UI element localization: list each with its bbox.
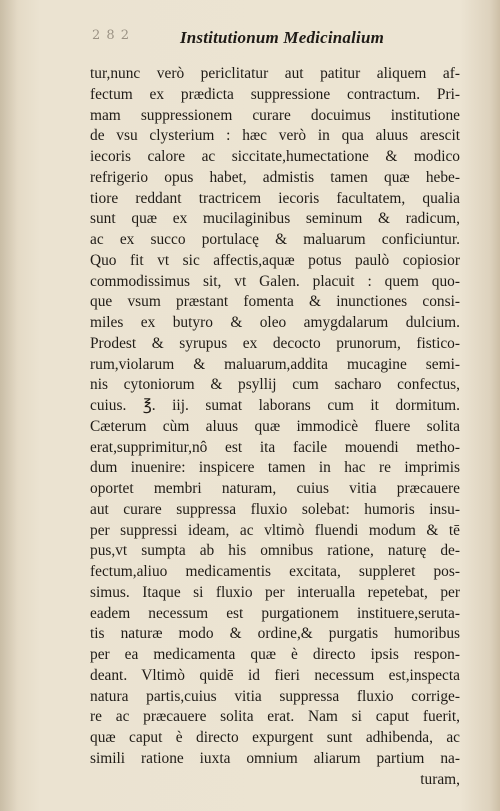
text-line: tur,nunc verò periclitatur aut patitur aliquem af- <box>90 65 460 82</box>
text-line: simili ratione iuxta omnium aliarum partium na- <box>90 749 460 767</box>
running-head: Institutionum Medicinalium <box>179 28 385 47</box>
text-line: miles ex butyro & oleo amygdalarum dulcium. <box>90 314 460 331</box>
text-line: refrigerio opus habet, admistis tamen quæ hebe- <box>90 168 460 186</box>
page-number: 2 8 2 <box>92 28 131 43</box>
body-text <box>90 64 460 790</box>
text-line: natura partis,cuius vitia suppressa fluxio corrige- <box>90 687 460 705</box>
catchword: turam, <box>420 770 460 788</box>
text-line: ac ex succo portulacę & maluarum conficiuntur. <box>90 231 460 248</box>
text-line: fectum ex prædicta suppressione contractum. Pri- <box>90 85 460 103</box>
text-line: tis naturæ modo & ordine,& purgatis humoribus <box>90 625 460 643</box>
text-line: erat,supprimitur,nô est ita facile mouendi metho- <box>90 438 460 456</box>
text-line: pus,vt sumpta ab his omnibus ratione, naturę de- <box>90 542 460 560</box>
text-line: Quo fit vt sic affectis,aquæ potus paulò copiosior <box>90 251 460 269</box>
text-line: que vsum præstant fomenta & inunctiones consi- <box>90 293 460 311</box>
text-line: tiore reddant tractricem iecoris facultatem, qualia <box>90 189 460 207</box>
show-through-text <box>8 120 26 640</box>
text-line: fectum,aliuo medicamentis excitata, suppleret pos- <box>90 563 460 580</box>
text-line: simus. Itaque si fluxio per interualla repetebat, per <box>90 583 460 601</box>
text-line: sunt quæ ex mucilaginibus seminum & radicum, <box>90 210 460 228</box>
text-line: Prodest & syrupus ex decocto prunorum, fistico- <box>90 334 460 352</box>
text-line: per ea medicamenta quæ è directo ipsis respon- <box>90 646 460 663</box>
text-line: aut curare suppressa fluxio solebat: humoris insu- <box>90 500 460 518</box>
text-line: dum inuenire: inspicere tamen in hac re imprimis <box>90 459 460 477</box>
text-line: iecoris calore ac siccitate,humectatione & modico <box>90 148 460 165</box>
text-line: commodissimus sit, vt Galen. placuit : quem quo- <box>90 272 460 290</box>
text-line: re ac præcauere solita erat. Nam si caput fuerit, <box>90 708 460 726</box>
text-line: oportet membri naturam, cuius vitia præcauere <box>90 480 460 497</box>
text-line: quæ caput è directo expurgent sunt adhibenda, ac <box>90 729 460 746</box>
text-line: de vsu clysterium : hæc verò in qua aluus arescit <box>90 127 460 145</box>
text-line: per suppressi ideam, ac vltimò fluendi modum & tē <box>90 521 460 539</box>
text-line: rum,violarum & maluarum,addita mucagine semi- <box>90 355 460 373</box>
text-line: eadem necessum est purgationem instituere,seruta- <box>90 604 460 622</box>
text-line: deant. Vltimò quidē id fieri necessum est,inspecta <box>90 666 460 684</box>
text-line: nis cytoniorum & psyllij cum sacharo confectus, <box>90 376 460 394</box>
text-line: Cæterum cùm aluus quæ immodicè fluere solita <box>90 417 460 435</box>
text-line: mam suppressionem curare docuimus institutione <box>90 106 460 124</box>
text-line: cuius. ℥. iij. sumat laborans cum it dormitum. <box>90 397 460 414</box>
